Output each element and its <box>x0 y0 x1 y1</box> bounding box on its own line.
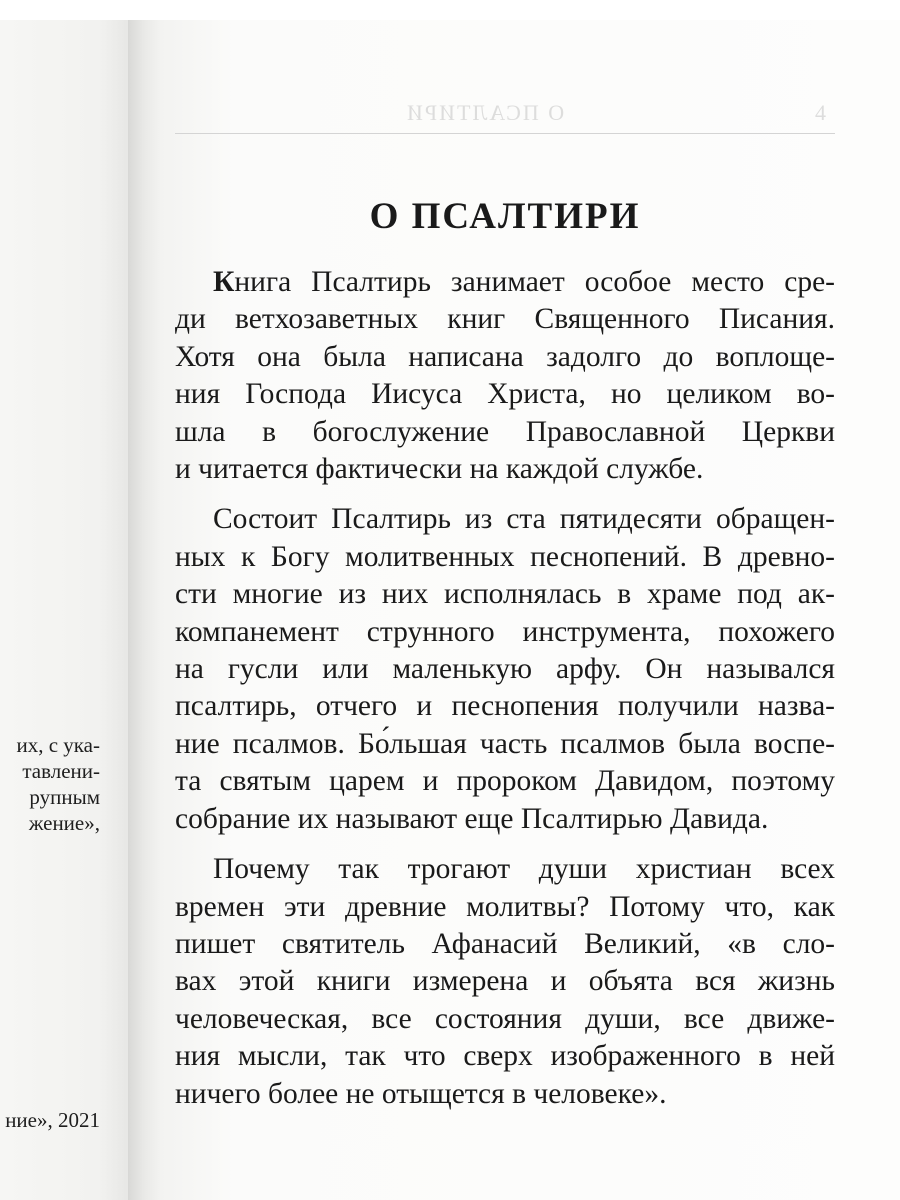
left-page-text-fragments <box>16 732 100 836</box>
text-line: пишет святитель Афанасий Великий, «в сло- <box>175 927 835 960</box>
text-line: времен эти древние молитвы? Потому что, как <box>175 890 835 923</box>
running-head-title: О ПСАЛТИРИ <box>405 100 565 125</box>
text-line: человеческая, все состояния души, все движе- <box>175 1002 835 1035</box>
left-page <box>0 20 140 1200</box>
text-line: Почему так трогают души христиан всех <box>213 853 835 886</box>
page-content <box>175 195 835 1113</box>
text-line: ничего более не отыщется в человеке». <box>175 1077 667 1110</box>
text-line: ние псалмов. Бо́льшая часть псалмов была воспе- <box>175 727 835 760</box>
left-fragment-line: их, с ука- <box>16 733 100 757</box>
paragraph-2 <box>175 501 835 838</box>
text-line: на гусли или маленькую арфу. Он назывался <box>175 653 835 686</box>
right-page <box>160 20 900 1200</box>
text-line: Состоит Псалтирь из ста пятидесяти обращен- <box>213 503 835 536</box>
text-line: собрание их называют еще Псалтирью Давида. <box>175 802 769 835</box>
text-line: ния Господа Иисуса Христа, но целиком во- <box>175 378 835 411</box>
text-line: сти многие из них исполнялась в храме под ак- <box>175 578 835 611</box>
text-line: Хотя она была написана задолго до воплоще- <box>175 340 835 373</box>
left-fragment-line: тавлени- <box>22 759 100 783</box>
text-line: та святым царем и пророком Давидом, поэтому <box>175 765 835 798</box>
text-line: компанемент струнного инструмента, похожего <box>175 615 835 648</box>
paragraph-1 <box>175 264 835 488</box>
text-line: шла в богослужение Православной Церкви <box>175 415 835 448</box>
text-line: ди ветхозаветных книг Священного Писания. <box>175 303 835 336</box>
left-fragment-line: жение», <box>28 811 100 835</box>
paragraph-3 <box>175 851 835 1113</box>
running-head-show-through <box>175 100 835 130</box>
chapter-title: О ПСАЛТИРИ <box>369 196 641 237</box>
header-rule <box>175 133 835 134</box>
text-line: псалтирь, отчего и песнопения получили назва- <box>175 690 835 723</box>
page-number: 4 <box>815 100 828 125</box>
text-line: ния мысли, так что сверх изображенного в ней <box>175 1040 835 1073</box>
text-line: вах этой книги измерена и объята вся жизнь <box>175 965 835 998</box>
text-line: Книга Псалтирь занимает особое место сре- <box>213 266 835 298</box>
initial-letter: К <box>213 266 235 298</box>
text-line: ных к Богу молитвенных песнопений. В древно- <box>175 540 835 573</box>
left-fragment-line: рупным <box>29 785 100 809</box>
left-page-imprint: ние», 2021 <box>5 1108 100 1132</box>
text-line: и читается фактически на каждой службе. <box>175 453 704 486</box>
